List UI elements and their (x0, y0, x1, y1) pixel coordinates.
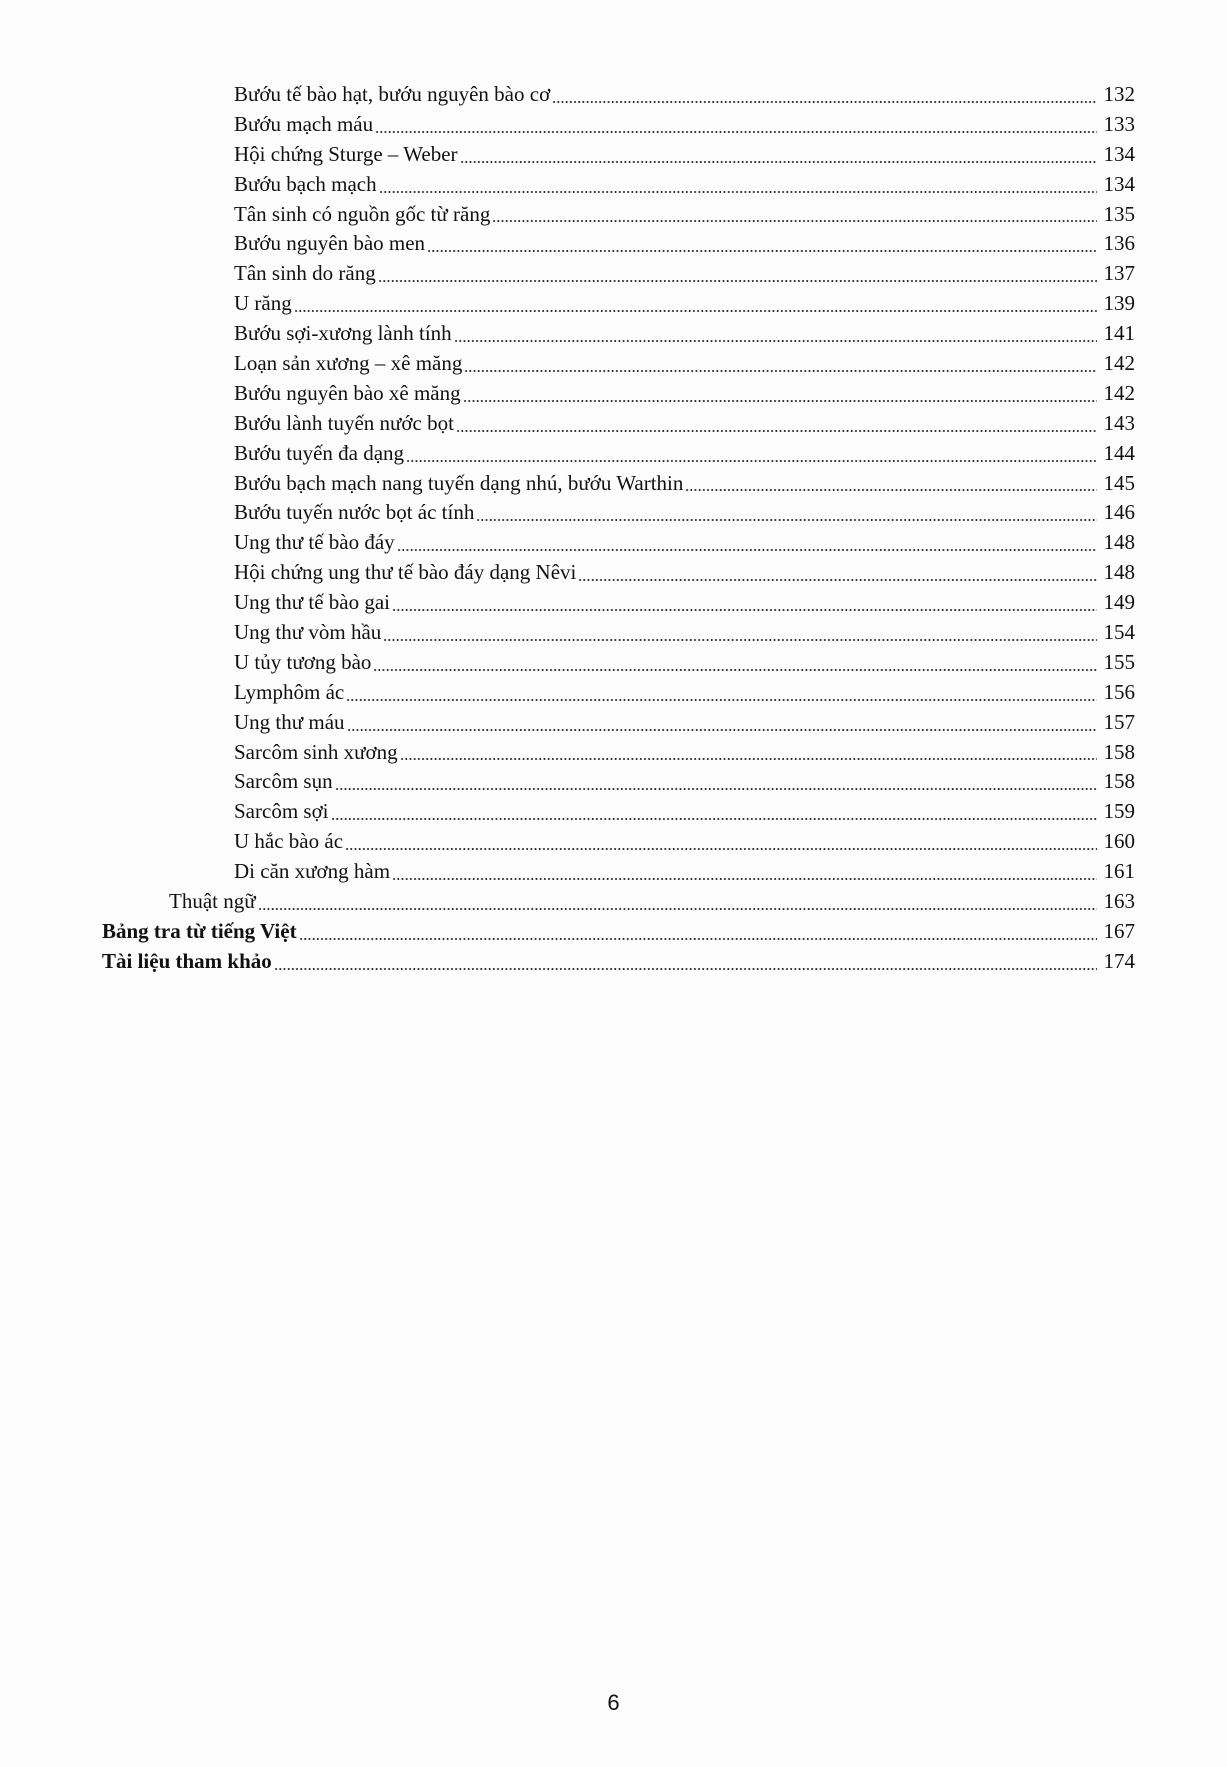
toc-entry (102, 767, 1135, 797)
toc-entry (102, 558, 1135, 588)
toc-entry-page: 167 (1103, 918, 1135, 943)
dot-leader (392, 859, 1097, 881)
toc-entry-page: 137 (1103, 261, 1135, 286)
toc-entry (102, 947, 1135, 977)
toc-entry-page: 154 (1103, 620, 1135, 645)
toc-entry (102, 170, 1135, 200)
toc-entry-title: Tài liệu tham khảo (102, 948, 272, 973)
dot-leader (299, 919, 1097, 941)
toc-entry-page: 148 (1103, 530, 1135, 555)
toc-entry (102, 738, 1135, 768)
toc-entry-page: 157 (1103, 709, 1135, 734)
toc-entry (102, 229, 1135, 259)
toc-entry-title: Sarcôm sinh xương (234, 739, 398, 764)
toc-entry-page: 142 (1103, 380, 1135, 405)
toc-entry-title: Tân sinh do răng (234, 261, 376, 286)
toc-entry-title: Bướu nguyên bào men (234, 231, 426, 256)
toc-entry-page: 143 (1103, 410, 1135, 435)
dot-leader (552, 82, 1097, 104)
toc-entry-page: 132 (1103, 82, 1135, 106)
toc-entry-page: 134 (1103, 171, 1135, 196)
dot-leader (406, 441, 1097, 463)
dot-leader (347, 710, 1097, 732)
dot-leader (454, 321, 1097, 343)
toc-entry-page: 158 (1103, 739, 1135, 764)
toc-entry-page: 174 (1103, 948, 1135, 973)
toc-entry (102, 528, 1135, 558)
toc-entry-title: U răng (234, 291, 292, 316)
toc-entry-page: 159 (1103, 799, 1135, 824)
toc-entry-page: 156 (1103, 679, 1135, 704)
toc-entry-title: Loạn sản xương – xê măng (234, 351, 463, 376)
dot-leader (460, 142, 1097, 164)
dot-leader (375, 112, 1097, 134)
toc-entry-title: Ung thư vòm hầu (234, 620, 382, 645)
toc-entry-page: 139 (1103, 291, 1135, 316)
toc-entry-title: Bướu bạch mạch (234, 171, 377, 196)
toc-entry (102, 917, 1135, 947)
toc-entry-title: U tủy tương bào (234, 649, 372, 674)
toc-entry (102, 648, 1135, 678)
toc-entry (102, 140, 1135, 170)
toc-entry (102, 259, 1135, 289)
toc-entry (102, 319, 1135, 349)
toc-entry-page: 135 (1103, 201, 1135, 226)
dot-leader (392, 590, 1097, 612)
toc-entry-title: Di căn xương hàm (234, 859, 391, 884)
toc-entry (102, 708, 1135, 738)
toc-entry (102, 618, 1135, 648)
toc-entry-title: Bướu bạch mạch nang tuyến dạng nhú, bướu Warthin (234, 470, 684, 495)
toc-entry-title: Hội chứng ung thư tế bào đáy dạng Nêvi (234, 560, 577, 585)
toc-entry-page: 160 (1103, 829, 1135, 854)
dot-leader (294, 291, 1097, 313)
toc-entry-page: 141 (1103, 321, 1135, 346)
toc-entry-page: 136 (1103, 231, 1135, 256)
toc-entry-title: Bảng tra từ tiếng Việt (102, 918, 297, 943)
toc-entry-title: Bướu sợi-xương lành tính (234, 321, 452, 346)
toc-entry-title: Sarcôm sợi (234, 799, 329, 824)
dot-leader (258, 889, 1097, 911)
toc-entry-page: 161 (1103, 859, 1135, 884)
dot-leader (335, 769, 1097, 791)
toc-entry (102, 289, 1135, 319)
dot-leader (397, 530, 1097, 552)
dot-leader (346, 680, 1097, 702)
dot-leader (463, 381, 1097, 403)
toc-entry (102, 349, 1135, 379)
toc-entry-title: Tân sinh có nguồn gốc từ răng (234, 201, 491, 226)
toc-entry-title: U hắc bào ác (234, 829, 344, 854)
dot-leader (383, 620, 1097, 642)
toc-entry (102, 887, 1135, 917)
toc-entry (102, 200, 1135, 230)
toc-entry (102, 469, 1135, 499)
toc-entry-page: 163 (1103, 889, 1135, 914)
dot-leader (476, 500, 1097, 522)
page-number: 6 (607, 1690, 620, 1715)
toc-entry-title: Lymphôm ác (234, 679, 345, 704)
dot-leader (331, 799, 1097, 821)
toc-entry-title: Bướu lành tuyến nước bọt (234, 410, 454, 435)
toc-entry-title: Thuật ngữ (169, 889, 256, 914)
toc-entry-title: Sarcôm sụn (234, 769, 333, 794)
toc-entry-page: 146 (1103, 500, 1135, 525)
toc-entry (102, 409, 1135, 439)
toc-entry-title: Bướu tuyến đa dạng (234, 440, 405, 465)
toc-entry-title: Ung thư tế bào đáy (234, 530, 395, 555)
dot-leader (378, 261, 1097, 283)
dot-leader (400, 739, 1097, 761)
toc-entry-page: 144 (1103, 440, 1135, 465)
dot-leader (456, 411, 1097, 433)
toc-entry-page: 155 (1103, 649, 1135, 674)
toc-entry-title: Bướu mạch máu (234, 111, 374, 136)
dot-leader (685, 470, 1097, 492)
toc-entry (102, 857, 1135, 887)
dot-leader (578, 560, 1097, 582)
dot-leader (373, 650, 1097, 672)
toc-entry-page: 158 (1103, 769, 1135, 794)
toc-entry-title: Bướu tuyến nước bọt ác tính (234, 500, 475, 525)
dot-leader (464, 351, 1097, 373)
toc-entry-title: Ung thư máu (234, 709, 345, 734)
toc-entry-title: Hội chứng Sturge – Weber (234, 141, 458, 166)
toc-entry-title: Ung thư tế bào gai (234, 590, 391, 615)
toc-entry-title: Bướu nguyên bào xê măng (234, 380, 461, 405)
dot-leader (379, 172, 1097, 194)
toc-entry-page: 149 (1103, 590, 1135, 615)
toc-entry (102, 439, 1135, 469)
toc-entry (102, 498, 1135, 528)
toc-entry-page: 134 (1103, 141, 1135, 166)
toc-entry (102, 797, 1135, 827)
toc-entry-page: 148 (1103, 560, 1135, 585)
dot-leader (345, 829, 1097, 851)
toc-entry-title: Bướu tế bào hạt, bướu nguyên bào cơ (234, 82, 551, 106)
table-of-contents (102, 80, 1135, 977)
dot-leader (492, 201, 1097, 223)
toc-entry-page: 145 (1103, 470, 1135, 495)
dot-leader (427, 231, 1097, 253)
toc-entry-page: 133 (1103, 111, 1135, 136)
toc-entry-page: 142 (1103, 351, 1135, 376)
toc-entry (102, 110, 1135, 140)
toc-entry (102, 678, 1135, 708)
dot-leader (274, 949, 1097, 971)
toc-entry (102, 827, 1135, 857)
toc-entry (102, 379, 1135, 409)
toc-entry (102, 588, 1135, 618)
toc-entry (102, 80, 1135, 110)
